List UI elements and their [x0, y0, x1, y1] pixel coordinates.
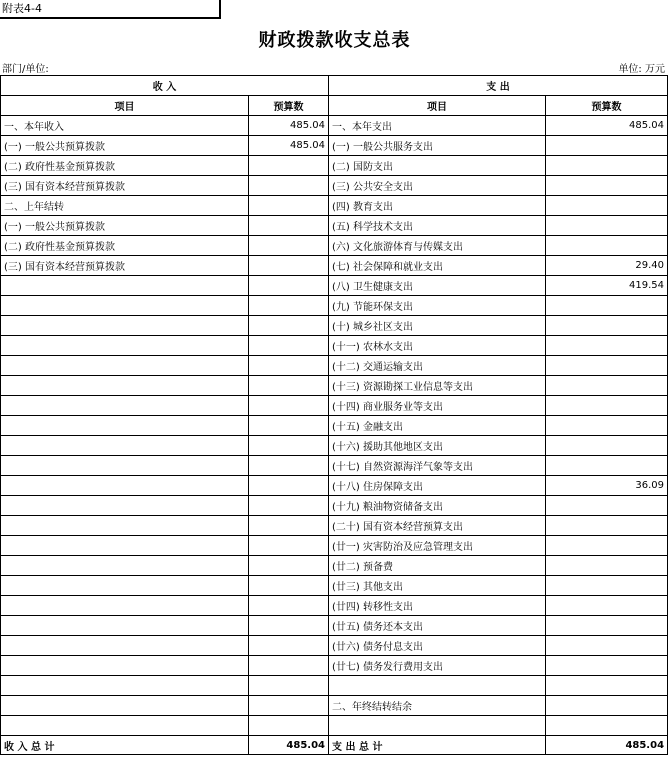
table-row [1, 256, 668, 276]
income-budget-header: 预算数 [249, 96, 329, 116]
expense-value-cell [546, 376, 668, 396]
expense-value-cell [546, 156, 668, 176]
income-value-cell [249, 216, 329, 236]
income-item-cell: 二、上年结转 [1, 196, 249, 216]
expense-value-cell [546, 716, 668, 736]
expense-item-cell: (十一) 农林水支出 [329, 336, 546, 356]
income-item-cell [1, 436, 249, 456]
income-value-cell [249, 536, 329, 556]
expense-item-cell: (十三) 资源勘探工业信息等支出 [329, 376, 546, 396]
table-row [1, 616, 668, 636]
income-value-cell [249, 696, 329, 716]
expense-value-cell [546, 596, 668, 616]
income-item-cell: (二) 政府性基金预算拨款 [1, 236, 249, 256]
table-row [1, 416, 668, 436]
table-row [1, 496, 668, 516]
expense-item-cell: (十二) 交通运输支出 [329, 356, 546, 376]
expense-value-cell [546, 496, 668, 516]
income-value-cell [249, 316, 329, 336]
income-section-header: 收 入 [1, 76, 329, 96]
income-value-cell [249, 516, 329, 536]
table-row [1, 176, 668, 196]
table-row [1, 316, 668, 336]
income-value-cell [249, 296, 329, 316]
expense-value-cell [546, 296, 668, 316]
expense-value-cell [546, 196, 668, 216]
expense-total-value: 485.04 [546, 736, 668, 755]
table-row [1, 296, 668, 316]
table-row [1, 716, 668, 736]
income-item-cell: (一) 一般公共预算拨款 [1, 216, 249, 236]
table-row [1, 516, 668, 536]
income-value-cell [249, 616, 329, 636]
expense-value-cell [546, 676, 668, 696]
table-row [1, 156, 668, 176]
expense-item-cell: (十九) 粮油物资储备支出 [329, 496, 546, 516]
expense-value-cell: 29.40 [546, 256, 668, 276]
expense-item-cell: (八) 卫生健康支出 [329, 276, 546, 296]
income-item-cell: (一) 一般公共预算拨款 [1, 136, 249, 156]
expense-item-cell: (十七) 自然资源海洋气象等支出 [329, 456, 546, 476]
table-row [1, 236, 668, 256]
expense-value-cell [546, 516, 668, 536]
expense-item-cell: (六) 文化旅游体育与传媒支出 [329, 236, 546, 256]
budget-table [0, 75, 668, 755]
income-value-cell [249, 676, 329, 696]
income-value-cell: 485.04 [249, 116, 329, 136]
income-item-cell [1, 316, 249, 336]
table-row [1, 336, 668, 356]
expense-item-cell: (廿五) 债务还本支出 [329, 616, 546, 636]
table-row [1, 676, 668, 696]
expense-item-cell: (廿三) 其他支出 [329, 576, 546, 596]
income-value-cell [249, 156, 329, 176]
table-row [1, 636, 668, 656]
table-row [1, 136, 668, 156]
income-item-cell [1, 356, 249, 376]
income-item-cell: (二) 政府性基金预算拨款 [1, 156, 249, 176]
expense-value-cell [546, 396, 668, 416]
expense-item-cell: (廿七) 债务发行费用支出 [329, 656, 546, 676]
expense-item-cell: (十八) 住房保障支出 [329, 476, 546, 496]
income-value-cell [249, 576, 329, 596]
income-item-cell [1, 476, 249, 496]
expense-value-cell [546, 576, 668, 596]
table-row [1, 476, 668, 496]
expense-value-cell [546, 696, 668, 716]
expense-section-header: 支 出 [329, 76, 668, 96]
table-row [1, 376, 668, 396]
expense-value-cell [546, 536, 668, 556]
income-value-cell [249, 356, 329, 376]
income-item-cell [1, 376, 249, 396]
expense-item-cell: (一) 一般公共服务支出 [329, 136, 546, 156]
income-item-cell [1, 456, 249, 476]
table-row [1, 196, 668, 216]
expense-item-cell: 一、本年支出 [329, 116, 546, 136]
income-item-cell [1, 656, 249, 676]
table-row [1, 536, 668, 556]
income-value-cell [249, 496, 329, 516]
income-total-value: 485.04 [249, 736, 329, 755]
income-item-cell [1, 516, 249, 536]
income-item-cell [1, 336, 249, 356]
income-item-cell: 一、本年收入 [1, 116, 249, 136]
table-row [1, 276, 668, 296]
table-row [1, 216, 668, 236]
expense-value-cell: 36.09 [546, 476, 668, 496]
expense-value-cell [546, 336, 668, 356]
expense-total-label: 支 出 总 计 [329, 736, 546, 755]
expense-item-cell [329, 676, 546, 696]
income-item-cell [1, 416, 249, 436]
expense-value-cell [546, 656, 668, 676]
income-item-cell [1, 556, 249, 576]
income-item-cell [1, 716, 249, 736]
total-row [1, 736, 668, 755]
expense-item-cell [329, 716, 546, 736]
table-row [1, 556, 668, 576]
expense-item-cell: (九) 节能环保支出 [329, 296, 546, 316]
table-row [1, 596, 668, 616]
page-title: 财政拨款收支总表 [258, 30, 411, 51]
expense-item-cell: (廿四) 转移性支出 [329, 596, 546, 616]
expense-item-cell: (二) 国防支出 [329, 156, 546, 176]
expense-item-cell: (廿二) 预备费 [329, 556, 546, 576]
income-value-cell [249, 336, 329, 356]
table-row [1, 356, 668, 376]
income-value-cell [249, 656, 329, 676]
expense-value-cell [546, 316, 668, 336]
income-item-cell [1, 276, 249, 296]
table-row [1, 116, 668, 136]
income-value-cell [249, 416, 329, 436]
income-item-cell [1, 496, 249, 516]
income-value-cell [249, 396, 329, 416]
income-value-cell [249, 276, 329, 296]
expense-value-cell [546, 136, 668, 156]
income-value-cell [249, 556, 329, 576]
expense-item-cell: (廿一) 灾害防治及应急管理支出 [329, 536, 546, 556]
income-value-cell: 485.04 [249, 136, 329, 156]
expense-value-cell [546, 636, 668, 656]
income-item-cell [1, 576, 249, 596]
income-item-cell [1, 536, 249, 556]
expense-item-cell: (七) 社会保障和就业支出 [329, 256, 546, 276]
income-item-header: 项目 [1, 96, 249, 116]
income-value-cell [249, 256, 329, 276]
income-value-cell [249, 376, 329, 396]
department-label: 部门/单位: [2, 64, 49, 75]
table-row [1, 576, 668, 596]
income-item-cell: (三) 国有资本经营预算拨款 [1, 176, 249, 196]
unit-label: 单位: 万元 [618, 64, 665, 75]
income-item-cell [1, 596, 249, 616]
expense-item-cell: (二十) 国有资本经营预算支出 [329, 516, 546, 536]
table-row [1, 436, 668, 456]
section-header-row [1, 76, 668, 96]
income-value-cell [249, 716, 329, 736]
income-item-cell [1, 296, 249, 316]
table-row [1, 656, 668, 676]
income-value-cell [249, 196, 329, 216]
column-header-row [1, 96, 668, 116]
expense-item-cell: (三) 公共安全支出 [329, 176, 546, 196]
expense-value-cell [546, 356, 668, 376]
table-row [1, 456, 668, 476]
income-item-cell [1, 636, 249, 656]
expense-item-cell: 二、年终结转结余 [329, 696, 546, 716]
income-value-cell [249, 456, 329, 476]
table-row [1, 696, 668, 716]
income-value-cell [249, 596, 329, 616]
income-total-label: 收 入 总 计 [1, 736, 249, 755]
expense-value-cell [546, 556, 668, 576]
expense-value-cell: 485.04 [546, 116, 668, 136]
attachment-tag: 附表4-4 [0, 0, 221, 19]
income-item-cell [1, 676, 249, 696]
expense-value-cell [546, 616, 668, 636]
expense-value-cell [546, 436, 668, 456]
expense-item-header: 项目 [329, 96, 546, 116]
income-item-cell [1, 696, 249, 716]
income-value-cell [249, 436, 329, 456]
income-item-cell: (三) 国有资本经营预算拨款 [1, 256, 249, 276]
expense-value-cell [546, 216, 668, 236]
expense-item-cell: (十四) 商业服务业等支出 [329, 396, 546, 416]
expense-item-cell: (十五) 金融支出 [329, 416, 546, 436]
income-value-cell [249, 176, 329, 196]
table-row [1, 396, 668, 416]
income-value-cell [249, 236, 329, 256]
expense-value-cell: 419.54 [546, 276, 668, 296]
expense-value-cell [546, 176, 668, 196]
income-item-cell [1, 396, 249, 416]
expense-item-cell: (十) 城乡社区支出 [329, 316, 546, 336]
income-item-cell [1, 616, 249, 636]
expense-budget-header: 预算数 [546, 96, 668, 116]
income-value-cell [249, 476, 329, 496]
expense-value-cell [546, 236, 668, 256]
expense-item-cell: (五) 科学技术支出 [329, 216, 546, 236]
expense-item-cell: (四) 教育支出 [329, 196, 546, 216]
income-value-cell [249, 636, 329, 656]
expense-value-cell [546, 456, 668, 476]
expense-value-cell [546, 416, 668, 436]
expense-item-cell: (十六) 援助其他地区支出 [329, 436, 546, 456]
expense-item-cell: (廿六) 债务付息支出 [329, 636, 546, 656]
